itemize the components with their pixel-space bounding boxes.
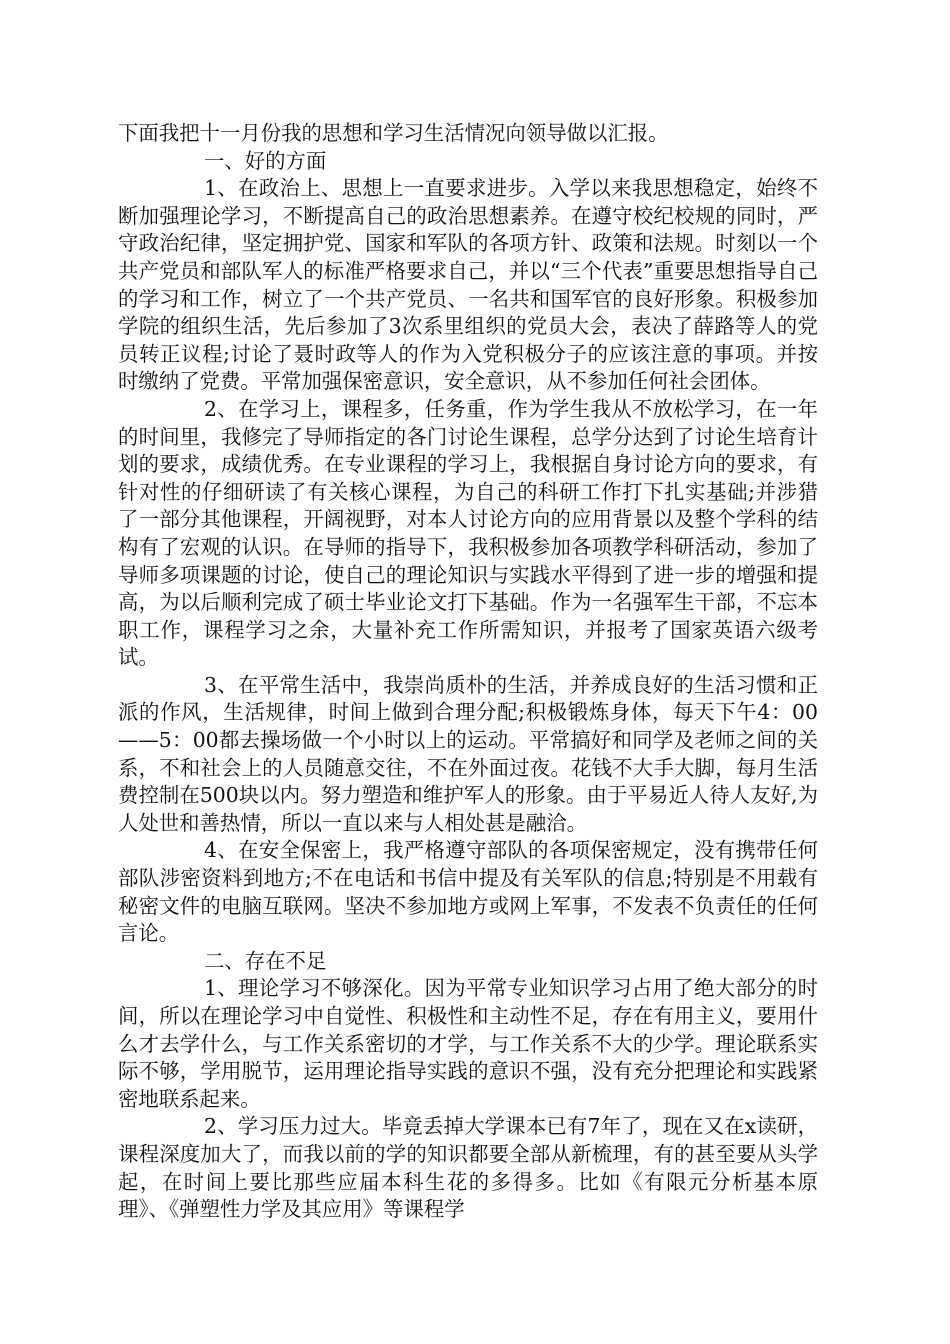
paragraph-study-pressure: 2、学习压力过大。毕竟丢掉大学课本已有7年了，现在又在x读研，课程深度加大了，而我以前的学的知识都要全部从新梳理，有的甚至要从头学起，在时间上要比那些应届本科生花的多得多。比如《有限元分析基本原理》、《弹塑性力学及其应用》等课程学: [118, 1114, 818, 1222]
section-heading-strengths: 一、好的方面: [204, 148, 327, 173]
paragraph-politics: 1、在政治上、思想上一直要求进步。入学以来我思想稳定，始终不断加强理论学习，不断提高自己的政治思想素养。在遵守校纪校规的同时，严守政治纪律，坚定拥护党、国家和军队的各项方针、政策和法规。时刻以一个共产党员和部队军人的标准严格要求自己，并以“三个代表”重要思想指导自己的学习和工作，树立了一个共产党员、一名共和国军官的良好形象。积极参加学院的组织生活，先后参加了3次系里组织的党员大会，表决了薛路等人的党员转正议程;讨论了聂时政等人的作为入党积极分子的应该注意的事项。并按时缴纳了党费。平常加强保密意识，安全意识，从不参加任何社会团体。: [118, 176, 818, 394]
section-heading-shortcomings: 二、存在不足: [204, 948, 327, 973]
intro-paragraph: 下面我把十一月份我的思想和学习生活情况向领导做以汇报。: [118, 121, 669, 145]
paragraph-security: 4、在安全保密上，我严格遵守部队的各项保密规定，没有携带任何部队涉密资料到地方;不在电话和书信中提及有关军队的信息;特别是不用载有秘密文件的电脑互联网。坚决不参加地方或网上军事，不发表不负责任的任何言论。: [118, 838, 818, 946]
paragraph-theory-study: 1、理论学习不够深化。因为平常专业知识学习占用了绝大部分的时间，所以在理论学习中自觉性、积极性和主动性不足，存在有用主义，要用什么才去学什么，与工作关系密切的才学，与工作关系不大的少学。理论联系实际不够，学用脱节，运用理论指导实践的意识不强，没有充分把理论和实践紧密地联系起来。: [118, 976, 818, 1111]
paragraph-daily-life: 3、在平常生活中，我崇尚质朴的生活，并养成良好的生活习惯和正派的作风，生活规律，时间上做到合理分配;积极锻炼身体，每天下午4：00——5：00都去操场做一个小时以上的运动。平常搞好和同学及老师之间的关系，不和社会上的人员随意交往，不在外面过夜。花钱不大手大脚，每月生活费控制在500块以内。努力塑造和维护军人的形象。由于平易近人待人友好,为人处世和善热情，所以一直以来与人相处甚是融洽。: [118, 672, 818, 835]
paragraph-study: 2、在学习上，课程多，任务重，作为学生我从不放松学习，在一年的时间里，我修完了导师指定的各门讨论生课程，总学分达到了讨论生培育计划的要求，成绩优秀。在专业课程的学习上，我根据自身讨论方向的要求，有针对性的仔细研读了有关核心课程，为自己的科研工作打下扎实基础;并涉猎了一部分其他课程，开阔视野，对本人讨论方向的应用背景以及整个学科的结构有了宏观的认识。在导师的指导下，我积极参加各项教学科研活动，参加了导师多项课题的讨论，使自己的理论知识与实践水平得到了进一步的增强和提高，为以后顺利完成了硕士毕业论文打下基础。作为一名强军生干部，不忘本职工作，课程学习之余，大量补充工作所需知识，并报考了国家英语六级考试。: [118, 396, 818, 670]
document-body: [118, 120, 818, 1224]
